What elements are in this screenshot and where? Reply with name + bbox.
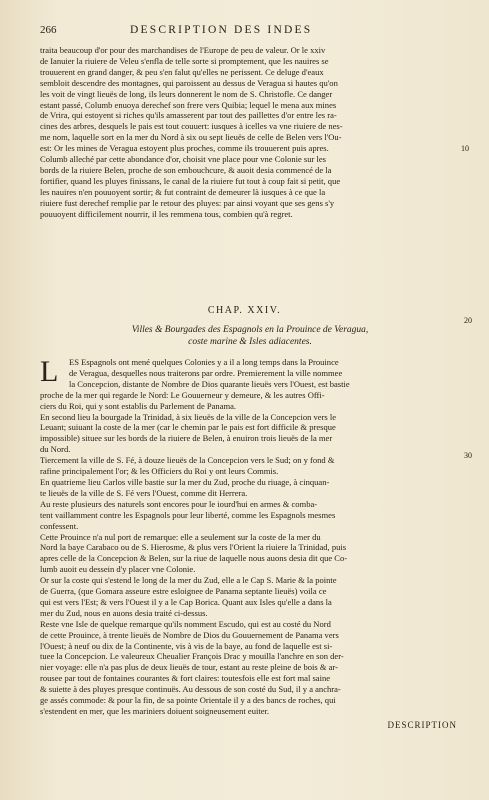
text-line: riuiere fust derechef remplie par le retour des pluyes: par ainsi voyant que ses gens s'y: [40, 197, 335, 208]
drop-capital: L: [40, 355, 59, 388]
text-line: te lieuës de la ville de S. Fé vers l'Ouest, comme dit Herrera.: [40, 487, 248, 498]
margin-note: 20: [464, 316, 472, 325]
text-line: du Nord.: [40, 444, 71, 455]
text-line: Tiercement la ville de S. Fé, à douze lieuës de la Concepcion vers le Sud; on y fond &: [40, 455, 335, 466]
text-line: me nom, laquelle sort en la mer du Nord à six ou sept lieuës de celle de Belen vers l'Ou-: [40, 132, 342, 143]
text-line: En quatrieme lieu Carlos ville bastie sur la mer du Zud, proche du riuage, à cinquan-: [40, 476, 330, 487]
page-header: [40, 24, 469, 40]
running-title: DESCRIPTION DES INDES: [130, 24, 313, 36]
text-line: les nauires n'en pouuoyent sortir; & fut contraint de demeurer là iusques à ce que la: [40, 186, 326, 197]
text-line: Leuant; suiuant la coste de la mer (car le chemin par le pais est fort difficile & presque: [40, 422, 336, 433]
text-line: qui est vers l'Est; & vers l'Ouest il y a le Cap Borica. Quant aux Isles qu'elle a dans la: [40, 596, 332, 607]
text-line: de cette Prouince, à trente lieuës de Nombre de Dios du Gouuernement de Panama vers: [40, 629, 339, 640]
text-line: En second lieu la bourgade la Trinidad, à six lieuës de la ville de la Concepcion vers le: [40, 411, 337, 422]
margin-note: 10: [461, 144, 469, 153]
text-line: proche de la mer qui regarde le Nord: Le Gouuerneur y demeure, & les autres Offi-: [40, 389, 325, 400]
paragraph-columbus-mines: [40, 45, 450, 220]
text-line: Or sur la coste qui s'estend le long de la mer du Zud, elle a le Cap S. Marie & la pointe: [40, 575, 337, 586]
text-line: de Veragua, desquelles nous traiterons par ordre. Premierement la ville nommee: [69, 367, 343, 378]
chapter-subtitle-line: Villes & Bourgades des Espagnols en la Prouince de Veragua,: [131, 325, 369, 335]
text-line: nier voyage: elle n'a pas plus de deux lieuës de tour, estant au reste pleine de bois & ar-: [40, 662, 338, 673]
text-line: de Vrira, qui estoyent si riches qu'ils amasserent par tout des paillettes d'or entre les ra-: [40, 110, 337, 121]
text-line: cines des arbres, desquels le pais est tout couuert: iusques à icelles va vne riuiere de nes-: [40, 121, 343, 132]
text-line: Au reste plusieurs des naturels sont encores pour le iourd'hui en armes & comba-: [40, 498, 318, 509]
page-number: 266: [40, 24, 57, 36]
chapter-body-text: [40, 357, 450, 717]
text-line: ES Espagnols ont mené quelques Colonies y a il a long temps dans la Prouince: [69, 357, 339, 367]
text-line: la Concepcion, distante de Nombre de Dios quarante lieuës vers l'Ouest, est bastie: [69, 378, 350, 389]
text-line: pouuoyent difficilement nourrir, il les remmena tous, combien qu'à regret.: [40, 208, 293, 219]
text-line: tuee la Concepcion. Le valeureux Cheualier François Drac y mouilla l'anchre en son der-: [40, 651, 344, 662]
text-line: Reste vne Isle de quelque remarque qu'ils nomment Escudo, qui est au costé du Nord: [40, 618, 331, 629]
text-line: rafine principalement l'or; & les Officiers du Roi y ont leurs Commis.: [40, 466, 279, 477]
text-line: apres celle de la Concepcion & Belen, sur la riue de laquelle nous auons desia dit que Co-: [40, 553, 348, 564]
text-line: trouuerent en grand danger, & peu s'en falut qu'elles ne perissent. Ce deluge d'eaux: [40, 66, 324, 77]
text-line: est: Or les mines de Veragua estoyent plus proches, comme ils trouuerent puis apres.: [40, 143, 329, 154]
text-line: estant passé, Columb enuoya derechef son frere vers Quibia; lequel le mena aux mines: [40, 99, 337, 110]
text-line: Cette Prouince n'a nul port de remarque: elle a seulement sur la coste de la mer du: [40, 531, 321, 542]
text-line: Nord la baye Carabaco ou de S. Hierosme, & plus vers l'Orient la riuiere la Trinidad, puis: [40, 542, 347, 553]
chapter-heading: CHAP. XXIV.: [207, 305, 282, 316]
text-line: ciers du Roi, qui y sont establis du Parlement de Panama.: [40, 400, 237, 411]
chapter-subtitle-line: coste marine & Isles adiacentes.: [188, 337, 312, 347]
text-line: lumb auoit eu dessein d'y placer vne Colonie.: [40, 564, 196, 575]
text-line: mer du Zud, nous en auons desia traité ci-dessus.: [40, 607, 208, 618]
text-line: confessent.: [40, 520, 79, 531]
margin-note: 30: [464, 451, 472, 460]
text-line: ge assés commode: & pour la fin, de sa pointe Orientale il y a des bancs de roches, qui: [40, 695, 336, 706]
text-line: rousee par tout de fontaines courantes & fort claires: toutesfois elle est fort mal saine: [40, 673, 331, 684]
text-line: Columb alleché par cette abondance d'or, choisit vne place pour vne Colonie sur les: [40, 154, 326, 165]
catchword: DESCRIPTION: [387, 720, 457, 730]
text-line: s'estendent en mer, que les mariniers doiuent soigneusement euiter.: [40, 706, 270, 716]
text-line: tent vaillamment contre les Espagnols pour leur liberté, comme les Espagnols mesmes: [40, 509, 336, 520]
chapter-subtitle: [40, 324, 460, 348]
text-line: l'Ouest; à neuf ou dix de la Continente, vis à vis de la baye, au fond de laquelle est si-: [40, 640, 333, 651]
text-line: impossible) situee sur les bords de la riuiere de Belen, à enuiron trois lieuës de la mer: [40, 433, 333, 444]
text-line: les voit de vingt lieuës de long, ils leurs donnerent le nom de S. Christofle. Ce danger: [40, 88, 333, 99]
text-line: de Guerra, (que Gomara asseure estre esloignee de Panama septante lieuës) voila ce: [40, 586, 327, 597]
text-line: sembloit descendre des montagnes, qui paroissent au dessus de Veragua si hautes qu'on: [40, 77, 338, 88]
text-line: traita beaucoup d'or pour des marchandises de l'Europe de peu de valeur. Or le xxiv: [40, 45, 326, 55]
text-line: bords de la riuiere Belen, proche de son embouchcure, & auoit desia commencé de la: [40, 164, 332, 175]
text-line: fortifier, quand les pluyes finissans, le canal de la riuiere fut tout à coup fait si petit, que: [40, 175, 341, 186]
text-line: de Ianuier la riuiere de Veleu s'enfla de telle sorte si promptement, que les nauires se: [40, 55, 329, 66]
text-line: & suiette à des pluyes presque continuës. Au dessous de son costé du Sud, il y a anchra-: [40, 684, 341, 695]
